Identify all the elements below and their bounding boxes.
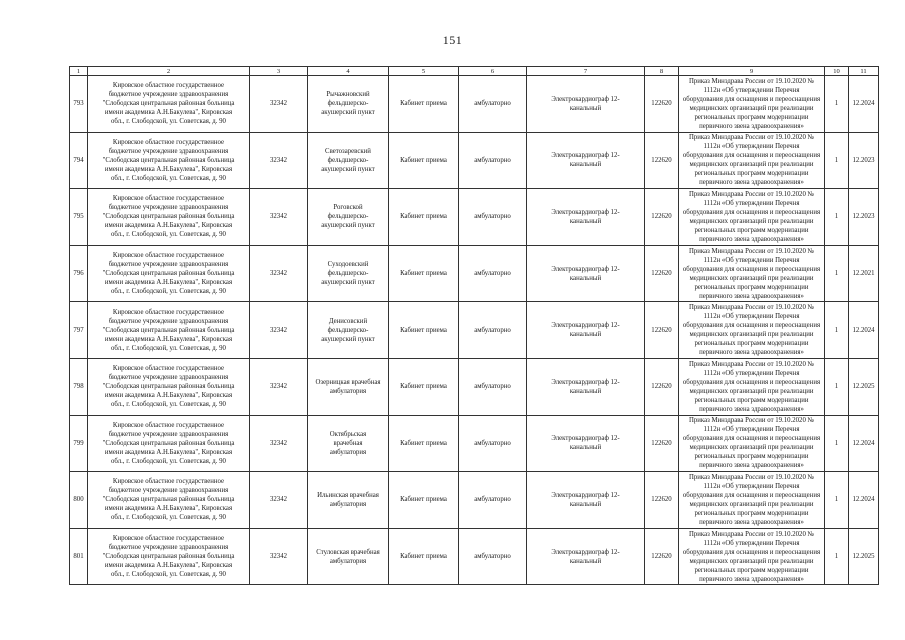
- column-header: 6: [459, 67, 527, 76]
- quantity-cell: 1: [825, 76, 849, 133]
- date-cell: 12.2024: [849, 76, 879, 133]
- equipment-code-cell: 122620: [645, 132, 679, 189]
- table-row: [70, 132, 879, 189]
- care-type-cell: амбулаторно: [459, 189, 527, 246]
- care-type-cell: амбулаторно: [459, 302, 527, 359]
- legal-basis-cell: Приказ Минздрава России от 19.10.2020 № 1112н «Об утверждении Перечня оборудования для оснащения и переоснащения медицинских организаций при реализации региональных программ модернизации первичного звена здравоохранения»: [679, 528, 825, 585]
- quantity-cell: 1: [825, 189, 849, 246]
- column-header: 1: [70, 67, 88, 76]
- quantity-cell: 1: [825, 472, 849, 529]
- room-cell: Кабинет приема: [389, 302, 459, 359]
- unit-cell: Денисовский фельдшерско- акушерский пункт: [308, 302, 389, 359]
- code-cell: 32342: [250, 189, 308, 246]
- equipment-code-cell: 122620: [645, 472, 679, 529]
- legal-basis-cell: Приказ Минздрава России от 19.10.2020 № 1112н «Об утверждении Перечня оборудования для оснащения и переоснащения медицинских организаций при реализации региональных программ модернизации первичного звена здравоохранения»: [679, 302, 825, 359]
- equipment-cell: Электрокардиограф 12- канальный: [527, 302, 645, 359]
- room-cell: Кабинет приема: [389, 472, 459, 529]
- organization-cell: Кировское областное государственное бюджетное учреждение здравоохранения "Слободская центральная районная больница имени академика А.Н.Бакулева", Кировская обл., г. Слободской, ул. Советская, д. 90: [88, 415, 250, 472]
- table-row: [70, 245, 879, 302]
- organization-cell: Кировское областное государственное бюджетное учреждение здравоохранения "Слободская центральная районная больница имени академика А.Н.Бакулева", Кировская обл., г. Слободской, ул. Советская, д. 90: [88, 76, 250, 133]
- organization-cell: Кировское областное государственное бюджетное учреждение здравоохранения "Слободская центральная районная больница имени академика А.Н.Бакулева", Кировская обл., г. Слободской, ул. Советская, д. 90: [88, 528, 250, 585]
- equipment-code-cell: 122620: [645, 302, 679, 359]
- column-header: 9: [679, 67, 825, 76]
- row-number: 797: [70, 302, 88, 359]
- column-header: 4: [308, 67, 389, 76]
- code-cell: 32342: [250, 528, 308, 585]
- equipment-code-cell: 122620: [645, 189, 679, 246]
- care-type-cell: амбулаторно: [459, 528, 527, 585]
- organization-cell: Кировское областное государственное бюджетное учреждение здравоохранения "Слободская центральная районная больница имени академика А.Н.Бакулева", Кировская обл., г. Слободской, ул. Советская, д. 90: [88, 472, 250, 529]
- row-number: 800: [70, 472, 88, 529]
- date-cell: 12.2023: [849, 189, 879, 246]
- care-type-cell: амбулаторно: [459, 245, 527, 302]
- care-type-cell: амбулаторно: [459, 132, 527, 189]
- unit-cell: Светозаревский фельдшерско- акушерский пункт: [308, 132, 389, 189]
- organization-cell: Кировское областное государственное бюджетное учреждение здравоохранения "Слободская центральная районная больница имени академика А.Н.Бакулева", Кировская обл., г. Слободской, ул. Советская, д. 90: [88, 358, 250, 415]
- code-cell: 32342: [250, 245, 308, 302]
- column-header: 3: [250, 67, 308, 76]
- care-type-cell: амбулаторно: [459, 358, 527, 415]
- organization-cell: Кировское областное государственное бюджетное учреждение здравоохранения "Слободская центральная районная больница имени академика А.Н.Бакулева", Кировская обл., г. Слободской, ул. Советская, д. 90: [88, 302, 250, 359]
- column-header: 7: [527, 67, 645, 76]
- column-header: 2: [88, 67, 250, 76]
- column-header: 5: [389, 67, 459, 76]
- equipment-table: [69, 66, 879, 585]
- quantity-cell: 1: [825, 415, 849, 472]
- header-row: [70, 67, 879, 76]
- legal-basis-cell: Приказ Минздрава России от 19.10.2020 № 1112н «Об утверждении Перечня оборудования для оснащения и переоснащения медицинских организаций при реализации региональных программ модернизации первичного звена здравоохранения»: [679, 358, 825, 415]
- quantity-cell: 1: [825, 358, 849, 415]
- page-number: 151: [442, 33, 463, 47]
- equipment-cell: Электрокардиограф 12- канальный: [527, 415, 645, 472]
- quantity-cell: 1: [825, 245, 849, 302]
- unit-cell: Роговской фельдшерско- акушерский пункт: [308, 189, 389, 246]
- table-row: [70, 528, 879, 585]
- table-row: [70, 76, 879, 133]
- date-cell: 12.2024: [849, 302, 879, 359]
- legal-basis-cell: Приказ Минздрава России от 19.10.2020 № 1112н «Об утверждении Перечня оборудования для оснащения и переоснащения медицинских организаций при реализации региональных программ модернизации первичного звена здравоохранения»: [679, 415, 825, 472]
- equipment-code-cell: 122620: [645, 528, 679, 585]
- legal-basis-cell: Приказ Минздрава России от 19.10.2020 № 1112н «Об утверждении Перечня оборудования для оснащения и переоснащения медицинских организаций при реализации региональных программ модернизации первичного звена здравоохранения»: [679, 245, 825, 302]
- organization-cell: Кировское областное государственное бюджетное учреждение здравоохранения "Слободская центральная районная больница имени академика А.Н.Бакулева", Кировская обл., г. Слободской, ул. Советская, д. 90: [88, 189, 250, 246]
- room-cell: Кабинет приема: [389, 415, 459, 472]
- table-row: [70, 472, 879, 529]
- row-number: 799: [70, 415, 88, 472]
- care-type-cell: амбулаторно: [459, 415, 527, 472]
- code-cell: 32342: [250, 415, 308, 472]
- organization-cell: Кировское областное государственное бюджетное учреждение здравоохранения "Слободская центральная районная больница имени академика А.Н.Бакулева", Кировская обл., г. Слободской, ул. Советская, д. 90: [88, 245, 250, 302]
- room-cell: Кабинет приема: [389, 132, 459, 189]
- unit-cell: Ильинская врачебная амбулатория: [308, 472, 389, 529]
- room-cell: Кабинет приема: [389, 76, 459, 133]
- code-cell: 32342: [250, 302, 308, 359]
- date-cell: 12.2024: [849, 472, 879, 529]
- column-header: 8: [645, 67, 679, 76]
- row-number: 793: [70, 76, 88, 133]
- unit-cell: Суходоевский фельдшерско- акушерский пункт: [308, 245, 389, 302]
- row-number: 794: [70, 132, 88, 189]
- room-cell: Кабинет приема: [389, 528, 459, 585]
- equipment-cell: Электрокардиограф 12- канальный: [527, 132, 645, 189]
- equipment-cell: Электрокардиограф 12- канальный: [527, 189, 645, 246]
- legal-basis-cell: Приказ Минздрава России от 19.10.2020 № 1112н «Об утверждении Перечня оборудования для оснащения и переоснащения медицинских организаций при реализации региональных программ модернизации первичного звена здравоохранения»: [679, 189, 825, 246]
- code-cell: 32342: [250, 358, 308, 415]
- column-header: 11: [849, 67, 879, 76]
- date-cell: 12.2025: [849, 528, 879, 585]
- equipment-cell: Электрокардиограф 12- канальный: [527, 472, 645, 529]
- table-row: [70, 358, 879, 415]
- date-cell: 12.2021: [849, 245, 879, 302]
- equipment-cell: Электрокардиограф 12- канальный: [527, 76, 645, 133]
- care-type-cell: амбулаторно: [459, 76, 527, 133]
- equipment-code-cell: 122620: [645, 245, 679, 302]
- equipment-code-cell: 122620: [645, 415, 679, 472]
- date-cell: 12.2024: [849, 415, 879, 472]
- date-cell: 12.2023: [849, 132, 879, 189]
- code-cell: 32342: [250, 472, 308, 529]
- row-number: 795: [70, 189, 88, 246]
- room-cell: Кабинет приема: [389, 245, 459, 302]
- table-row: [70, 302, 879, 359]
- unit-cell: Озерницкая врачебная амбулатория: [308, 358, 389, 415]
- table-row: [70, 415, 879, 472]
- quantity-cell: 1: [825, 132, 849, 189]
- room-cell: Кабинет приема: [389, 189, 459, 246]
- equipment-code-cell: 122620: [645, 76, 679, 133]
- table-row: [70, 189, 879, 246]
- equipment-cell: Электрокардиограф 12- канальный: [527, 528, 645, 585]
- equipment-cell: Электрокардиограф 12- канальный: [527, 358, 645, 415]
- unit-cell: Рычажновский фельдшерско- акушерский пункт: [308, 76, 389, 133]
- legal-basis-cell: Приказ Минздрава России от 19.10.2020 № 1112н «Об утверждении Перечня оборудования для оснащения и переоснащения медицинских организаций при реализации региональных программ модернизации первичного звена здравоохранения»: [679, 132, 825, 189]
- row-number: 798: [70, 358, 88, 415]
- code-cell: 32342: [250, 76, 308, 133]
- equipment-code-cell: 122620: [645, 358, 679, 415]
- organization-cell: Кировское областное государственное бюджетное учреждение здравоохранения "Слободская центральная районная больница имени академика А.Н.Бакулева", Кировская обл., г. Слободской, ул. Советская, д. 90: [88, 132, 250, 189]
- care-type-cell: амбулаторно: [459, 472, 527, 529]
- legal-basis-cell: Приказ Минздрава России от 19.10.2020 № 1112н «Об утверждении Перечня оборудования для оснащения и переоснащения медицинских организаций при реализации региональных программ модернизации первичного звена здравоохранения»: [679, 472, 825, 529]
- legal-basis-cell: Приказ Минздрава России от 19.10.2020 № 1112н «Об утверждении Перечня оборудования для оснащения и переоснащения медицинских организаций при реализации региональных программ модернизации первичного звена здравоохранения»: [679, 76, 825, 133]
- row-number: 801: [70, 528, 88, 585]
- unit-cell: Октябрьская врачебная амбулатория: [308, 415, 389, 472]
- code-cell: 32342: [250, 132, 308, 189]
- room-cell: Кабинет приема: [389, 358, 459, 415]
- row-number: 796: [70, 245, 88, 302]
- quantity-cell: 1: [825, 528, 849, 585]
- quantity-cell: 1: [825, 302, 849, 359]
- unit-cell: Стуловская врачебная амбулатория: [308, 528, 389, 585]
- date-cell: 12.2025: [849, 358, 879, 415]
- column-header: 10: [825, 67, 849, 76]
- equipment-cell: Электрокардиограф 12- канальный: [527, 245, 645, 302]
